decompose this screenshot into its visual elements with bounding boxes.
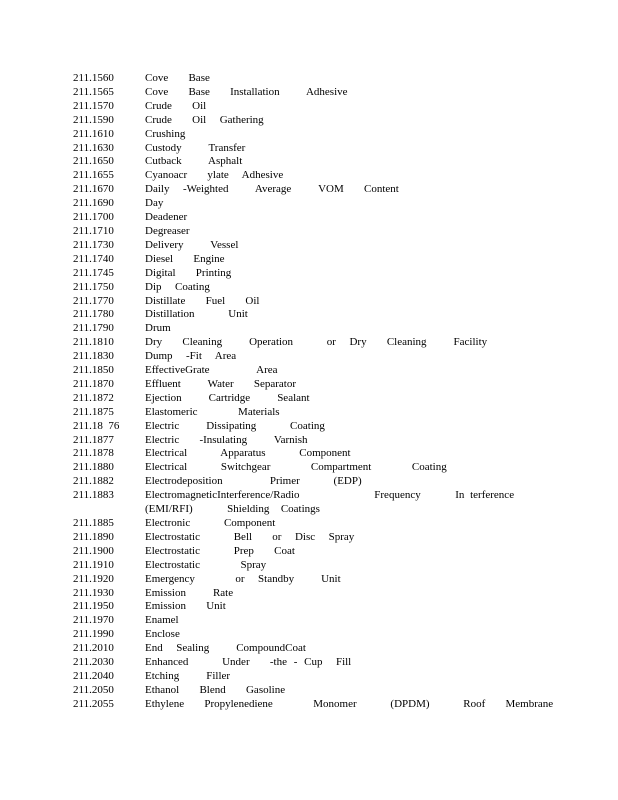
definition-entry <box>73 128 593 142</box>
section-number: 211.2040 <box>73 669 114 682</box>
section-number: 211.1872 <box>73 391 114 404</box>
definition-entry <box>73 698 593 712</box>
definition-entry <box>73 447 593 461</box>
defined-term: Day <box>145 197 164 210</box>
definition-entry <box>73 392 593 406</box>
definition-entry <box>73 239 593 253</box>
section-number: 211.2030 <box>73 656 114 669</box>
defined-term: Emergency or Standby Unit <box>145 572 341 585</box>
section-number: 211.2055 <box>73 697 114 710</box>
section-number: 211.1830 <box>73 350 114 363</box>
section-number: 211.1910 <box>73 558 114 571</box>
definition-entry <box>73 573 593 587</box>
section-number: 211.1882 <box>73 475 114 488</box>
defined-term: Electrical Switchgear Compartment Coating <box>145 461 447 474</box>
defined-term: Electrostatic Spray <box>145 558 267 571</box>
section-number: 211.1560 <box>73 72 114 84</box>
definition-entry <box>73 475 593 489</box>
defined-term: Etching Filler <box>145 669 231 682</box>
definition-entry <box>73 183 593 197</box>
definition-entry <box>73 350 593 364</box>
definitions-list <box>73 72 593 712</box>
defined-term: Dump -Fit Area <box>145 350 237 363</box>
defined-term: Drum <box>145 322 171 335</box>
defined-term: Crude Oil Gathering <box>145 113 264 126</box>
definition-entry <box>73 364 593 378</box>
section-number: 211.1810 <box>73 336 114 349</box>
section-number: 211.1780 <box>73 308 114 321</box>
definition-entry <box>73 406 593 420</box>
defined-term: End Sealing CompoundCoat <box>145 642 306 655</box>
definition-entry <box>73 197 593 211</box>
section-number: 211.1990 <box>73 628 114 641</box>
definition-entry <box>73 684 593 698</box>
defined-term: Digital Printing <box>145 266 232 279</box>
definition-entry <box>73 420 593 434</box>
section-number: 211.1930 <box>73 586 114 599</box>
section-number: 211.1870 <box>73 377 114 390</box>
defined-term: Diesel Engine <box>145 252 225 265</box>
defined-term: Cove Base Installation Adhesive <box>145 85 348 98</box>
section-number: 211.1590 <box>73 113 114 126</box>
definition-entry <box>73 670 593 684</box>
definition-entry <box>73 378 593 392</box>
definition-entry <box>73 614 593 628</box>
defined-term: Crude Oil <box>145 99 207 112</box>
section-number: 211.2010 <box>73 642 114 655</box>
defined-term: Effluent Water Separator <box>145 377 297 390</box>
defined-term: Enamel <box>145 614 179 627</box>
section-number: 211.1883 <box>73 489 114 502</box>
defined-term: Electric -Insulating Varnish <box>145 433 308 446</box>
definition-entry <box>73 489 593 517</box>
section-number: 211.1745 <box>73 266 114 279</box>
defined-term: Dry Cleaning Operation or Dry Cleaning Facility <box>145 336 488 349</box>
definition-entry <box>73 461 593 475</box>
defined-term: Elastomeric Materials <box>145 405 280 418</box>
section-number: 211.1880 <box>73 461 114 474</box>
definition-entry <box>73 336 593 350</box>
definition-entry <box>73 225 593 239</box>
section-number: 211.1890 <box>73 530 114 543</box>
defined-term: Degreaser <box>145 224 190 237</box>
definition-entry <box>73 100 593 114</box>
defined-term: Enclose <box>145 628 180 641</box>
definition-entry <box>73 155 593 169</box>
defined-term: Electrical Apparatus Component <box>145 447 351 460</box>
section-number: 211.1730 <box>73 238 114 251</box>
definition-entry <box>73 308 593 322</box>
definition-entry <box>73 642 593 656</box>
definition-entry <box>73 628 593 642</box>
section-number: 211.1740 <box>73 252 114 265</box>
definition-entry <box>73 559 593 573</box>
definition-entry <box>73 434 593 448</box>
definition-entry <box>73 656 593 670</box>
definition-entry <box>73 281 593 295</box>
definition-entry <box>73 211 593 225</box>
section-number: 211.1750 <box>73 280 114 293</box>
defined-term: Distillate Fuel Oil <box>145 294 260 307</box>
section-number: 211.1900 <box>73 544 114 557</box>
defined-term: Ethanol Blend Gasoline <box>145 683 286 696</box>
section-number: 211.1565 <box>73 85 114 98</box>
defined-term: Ejection Cartridge Sealant <box>145 391 310 404</box>
section-number: 211.1950 <box>73 600 114 613</box>
definition-entry <box>73 169 593 183</box>
defined-term: Dip Coating <box>145 280 210 293</box>
defined-term: Emission Rate <box>145 586 234 599</box>
defined-term: Cyanoacr ylate Adhesive <box>145 169 284 182</box>
defined-term: ElectromagneticInterference/Radio Frequency In terference (EMI/RFI) Shielding Coatings <box>145 489 555 516</box>
section-number: 211.1878 <box>73 447 114 460</box>
definition-entry <box>73 253 593 267</box>
section-number: 211.1670 <box>73 183 114 196</box>
definition-entry <box>73 517 593 531</box>
defined-term: Deadener <box>145 211 188 224</box>
section-number: 211.1700 <box>73 211 114 224</box>
defined-term: Electric Dissipating Coating <box>145 419 325 432</box>
defined-term: Delivery Vessel <box>145 238 239 251</box>
defined-term: Electrodeposition Primer (EDP) <box>145 475 362 488</box>
section-number: 211.1850 <box>73 364 114 377</box>
definition-entry <box>73 267 593 281</box>
definition-entry <box>73 587 593 601</box>
definition-entry <box>73 545 593 559</box>
defined-term: Cutback Asphalt <box>145 155 243 168</box>
defined-term: Distillation Unit <box>145 308 248 321</box>
definition-entry <box>73 295 593 309</box>
section-number: 211.1770 <box>73 294 114 307</box>
defined-term: Electrostatic Prep Coat <box>145 544 295 557</box>
defined-term: Cove Base <box>145 72 210 84</box>
definition-entry <box>73 142 593 156</box>
section-number: 211.1710 <box>73 224 114 237</box>
section-number: 211.1655 <box>73 169 114 182</box>
defined-term: EffectiveGrate Area <box>145 364 278 377</box>
section-number: 211.1570 <box>73 99 114 112</box>
defined-term: Ethylene Propylenediene Monomer (DPDM) Roof Membrane <box>145 697 554 710</box>
definition-entry <box>73 531 593 545</box>
definition-entry <box>73 114 593 128</box>
section-number: 211.1970 <box>73 614 114 627</box>
defined-term: Custody Transfer <box>145 141 246 154</box>
defined-term: Daily -Weighted Average VOM Content <box>145 183 399 196</box>
section-number: 211.18 76 <box>73 419 120 432</box>
section-number: 211.1650 <box>73 155 114 168</box>
section-number: 211.1690 <box>73 197 114 210</box>
defined-term: Electronic Component <box>145 517 276 529</box>
defined-term: Enhanced Under -the - Cup Fill <box>145 656 352 669</box>
section-number: 211.1630 <box>73 141 114 154</box>
defined-term: Emission Unit <box>145 600 226 613</box>
defined-term: Crushing <box>145 127 186 140</box>
section-number: 211.1920 <box>73 572 114 585</box>
definition-entry <box>73 72 593 86</box>
definition-entry <box>73 600 593 614</box>
definition-entry <box>73 86 593 100</box>
section-number: 211.1790 <box>73 322 114 335</box>
section-number: 211.1877 <box>73 433 114 446</box>
section-number: 211.1610 <box>73 127 114 140</box>
defined-term: Electrostatic Bell or Disc Spray <box>145 530 355 543</box>
section-number: 211.1875 <box>73 405 114 418</box>
section-number: 211.1885 <box>73 517 114 529</box>
section-number: 211.2050 <box>73 683 114 696</box>
definition-entry <box>73 322 593 336</box>
